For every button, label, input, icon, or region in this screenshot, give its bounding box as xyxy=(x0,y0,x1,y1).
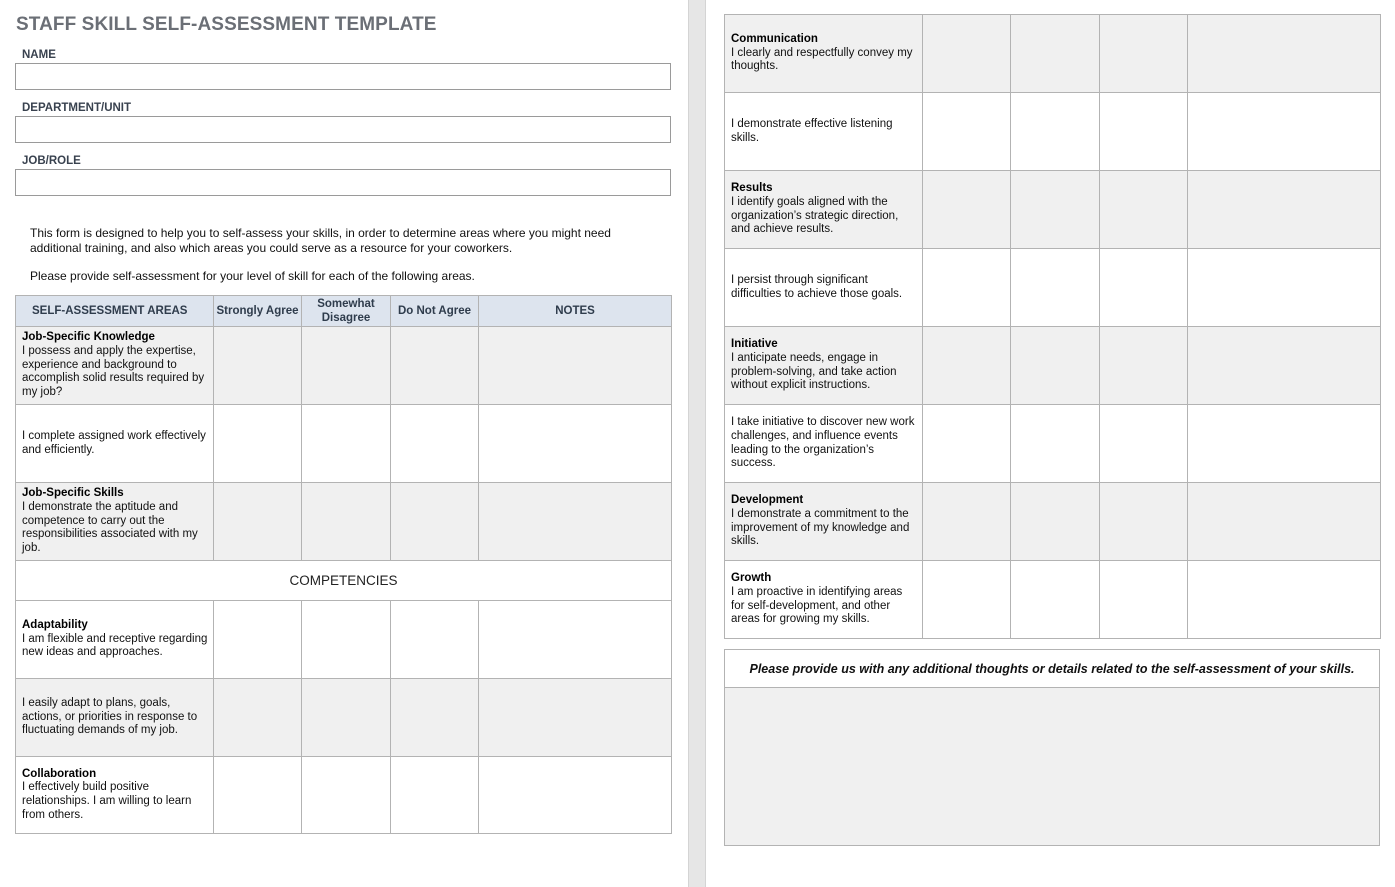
table-row xyxy=(725,15,1381,93)
table-header-row xyxy=(16,296,672,327)
area-cell xyxy=(16,405,214,483)
area-text: I take initiative to discover new work challenges, and influence events leading to the organization’s success. xyxy=(731,416,915,470)
somewhat-disagree-cell[interactable] xyxy=(302,327,391,405)
area-heading: Collaboration xyxy=(22,767,97,780)
table-row xyxy=(725,171,1381,249)
column-header-somewhat-disagree: Somewhat Disagree xyxy=(302,296,391,327)
do-not-agree-cell[interactable] xyxy=(1100,249,1188,327)
notes-cell[interactable] xyxy=(479,757,672,834)
table-row xyxy=(16,327,672,405)
area-cell xyxy=(725,327,923,405)
area-heading: Initiative xyxy=(731,338,778,351)
do-not-agree-cell[interactable] xyxy=(1100,561,1188,639)
area-cell xyxy=(16,679,214,757)
strongly-agree-cell[interactable] xyxy=(214,483,302,561)
somewhat-disagree-cell[interactable] xyxy=(1011,405,1100,483)
somewhat-disagree-cell[interactable] xyxy=(1011,249,1100,327)
area-text: I complete assigned work effectively and efficiently. xyxy=(22,429,206,456)
area-heading: Adaptability xyxy=(22,618,88,631)
area-cell xyxy=(725,405,923,483)
area-cell xyxy=(725,483,923,561)
notes-cell[interactable] xyxy=(1188,249,1381,327)
somewhat-disagree-cell[interactable] xyxy=(1011,93,1100,171)
somewhat-disagree-cell[interactable] xyxy=(302,483,391,561)
somewhat-disagree-cell[interactable] xyxy=(1011,327,1100,405)
area-heading: Job-Specific Skills xyxy=(22,487,124,500)
table-row xyxy=(725,93,1381,171)
area-text: I demonstrate a commitment to the improvement of my knowledge and skills. xyxy=(731,507,910,548)
area-cell xyxy=(725,93,923,171)
notes-cell[interactable] xyxy=(1188,327,1381,405)
job-role-label: JOB/ROLE xyxy=(22,155,81,167)
area-text: I am flexible and receptive regarding new ideas and approaches. xyxy=(22,632,208,659)
area-heading: Growth xyxy=(731,572,772,585)
somewhat-disagree-cell[interactable] xyxy=(302,405,391,483)
strongly-agree-cell[interactable] xyxy=(923,15,1011,93)
area-cell xyxy=(725,15,923,93)
somewhat-disagree-cell[interactable] xyxy=(302,601,391,679)
strongly-agree-cell[interactable] xyxy=(214,327,302,405)
strongly-agree-cell[interactable] xyxy=(214,679,302,757)
area-text: I persist through significant difficulties to achieve those goals. xyxy=(731,273,903,300)
area-text: I possess and apply the expertise, experience and background to accomplish solid results required by my job? xyxy=(22,344,205,399)
notes-cell[interactable] xyxy=(479,483,672,561)
table-row xyxy=(16,483,672,561)
do-not-agree-cell[interactable] xyxy=(391,601,479,679)
name-label: NAME xyxy=(22,49,56,61)
page-gutter xyxy=(688,0,706,887)
table-row xyxy=(16,405,672,483)
notes-cell[interactable] xyxy=(1188,15,1381,93)
do-not-agree-cell[interactable] xyxy=(391,757,479,834)
competencies-heading: COMPETENCIES xyxy=(16,561,672,601)
area-cell xyxy=(16,601,214,679)
assessment-table-left xyxy=(15,295,672,834)
strongly-agree-cell[interactable] xyxy=(923,483,1011,561)
do-not-agree-cell[interactable] xyxy=(391,327,479,405)
assessment-table-right xyxy=(724,14,1381,639)
area-text: I demonstrate effective listening skills. xyxy=(731,117,893,144)
notes-cell[interactable] xyxy=(1188,93,1381,171)
area-text: I identify goals aligned with the organization’s strategic direction, and achieve results. xyxy=(731,195,899,236)
section-row xyxy=(16,561,672,601)
area-cell xyxy=(16,757,214,834)
name-field[interactable] xyxy=(15,63,671,90)
area-heading: Development xyxy=(731,494,804,507)
intro-paragraph: This form is designed to help you to self-assess your skills, in order to determine areas where you might need additional training, and also which areas you could serve as a resource for your coworkers. xyxy=(30,226,611,255)
column-header-do-not-agree: Do Not Agree xyxy=(391,296,479,327)
do-not-agree-cell[interactable] xyxy=(391,405,479,483)
table-row xyxy=(16,757,672,834)
document-title: STAFF SKILL SELF-ASSESSMENT TEMPLATE xyxy=(16,14,437,35)
area-heading: Job-Specific Knowledge xyxy=(22,331,155,344)
area-heading: Results xyxy=(731,182,773,195)
table-row xyxy=(725,561,1381,639)
do-not-agree-cell[interactable] xyxy=(1100,327,1188,405)
notes-cell[interactable] xyxy=(479,405,672,483)
area-cell xyxy=(16,483,214,561)
notes-cell[interactable] xyxy=(479,601,672,679)
intro-instruction: Please provide self-assessment for your level of skill for each of the following areas. xyxy=(30,269,475,283)
strongly-agree-cell[interactable] xyxy=(923,249,1011,327)
job-role-field[interactable] xyxy=(15,169,671,196)
do-not-agree-cell[interactable] xyxy=(1100,171,1188,249)
strongly-agree-cell[interactable] xyxy=(214,757,302,834)
table-row xyxy=(725,405,1381,483)
area-heading: Communication xyxy=(731,32,818,45)
department-field[interactable] xyxy=(15,116,671,143)
notes-cell[interactable] xyxy=(1188,171,1381,249)
strongly-agree-cell[interactable] xyxy=(214,601,302,679)
do-not-agree-cell[interactable] xyxy=(391,483,479,561)
area-text: I clearly and respectfully convey my thoughts. xyxy=(731,46,913,73)
do-not-agree-cell[interactable] xyxy=(1100,93,1188,171)
notes-cell[interactable] xyxy=(479,327,672,405)
area-text: I am proactive in identifying areas for self-development, and other areas for growing my skills. xyxy=(731,585,903,626)
intro-text xyxy=(30,226,650,298)
area-text: I easily adapt to plans, goals, actions, or priorities in response to fluctuating demands of my job. xyxy=(22,696,198,737)
area-cell xyxy=(725,561,923,639)
do-not-agree-cell[interactable] xyxy=(391,679,479,757)
table-row xyxy=(16,679,672,757)
additional-comments-box xyxy=(724,649,1380,846)
do-not-agree-cell[interactable] xyxy=(1100,15,1188,93)
somewhat-disagree-cell[interactable] xyxy=(302,679,391,757)
notes-cell[interactable] xyxy=(1188,483,1381,561)
area-cell xyxy=(725,171,923,249)
somewhat-disagree-cell[interactable] xyxy=(302,757,391,834)
table-row xyxy=(725,249,1381,327)
strongly-agree-cell[interactable] xyxy=(923,93,1011,171)
somewhat-disagree-cell[interactable] xyxy=(1011,15,1100,93)
area-cell xyxy=(725,249,923,327)
table-row xyxy=(725,483,1381,561)
notes-cell[interactable] xyxy=(1188,405,1381,483)
notes-cell[interactable] xyxy=(479,679,672,757)
area-cell xyxy=(16,327,214,405)
area-text: I anticipate needs, engage in problem-solving, and take action without explicit instructions. xyxy=(731,351,897,392)
somewhat-disagree-cell[interactable] xyxy=(1011,561,1100,639)
strongly-agree-cell[interactable] xyxy=(214,405,302,483)
table-row xyxy=(725,327,1381,405)
notes-cell[interactable] xyxy=(1188,561,1381,639)
strongly-agree-cell[interactable] xyxy=(923,171,1011,249)
somewhat-disagree-cell[interactable] xyxy=(1011,483,1100,561)
column-header-notes: NOTES xyxy=(479,296,672,327)
area-text: I demonstrate the aptitude and competence to carry out the responsibilities associated with my job. xyxy=(22,500,198,555)
do-not-agree-cell[interactable] xyxy=(1100,405,1188,483)
strongly-agree-cell[interactable] xyxy=(923,405,1011,483)
strongly-agree-cell[interactable] xyxy=(923,561,1011,639)
department-label: DEPARTMENT/UNIT xyxy=(22,102,132,114)
strongly-agree-cell[interactable] xyxy=(923,327,1011,405)
additional-comments-field[interactable] xyxy=(725,688,1379,845)
column-header-strongly-agree: Strongly Agree xyxy=(214,296,302,327)
area-text: I effectively build positive relationships. I am willing to learn from others. xyxy=(22,781,192,821)
additional-comments-prompt: Please provide us with any additional thoughts or details related to the self-assessment of your skills. xyxy=(725,650,1379,688)
do-not-agree-cell[interactable] xyxy=(1100,483,1188,561)
somewhat-disagree-cell[interactable] xyxy=(1011,171,1100,249)
column-header-areas: SELF-ASSESSMENT AREAS xyxy=(16,296,214,327)
table-row xyxy=(16,601,672,679)
